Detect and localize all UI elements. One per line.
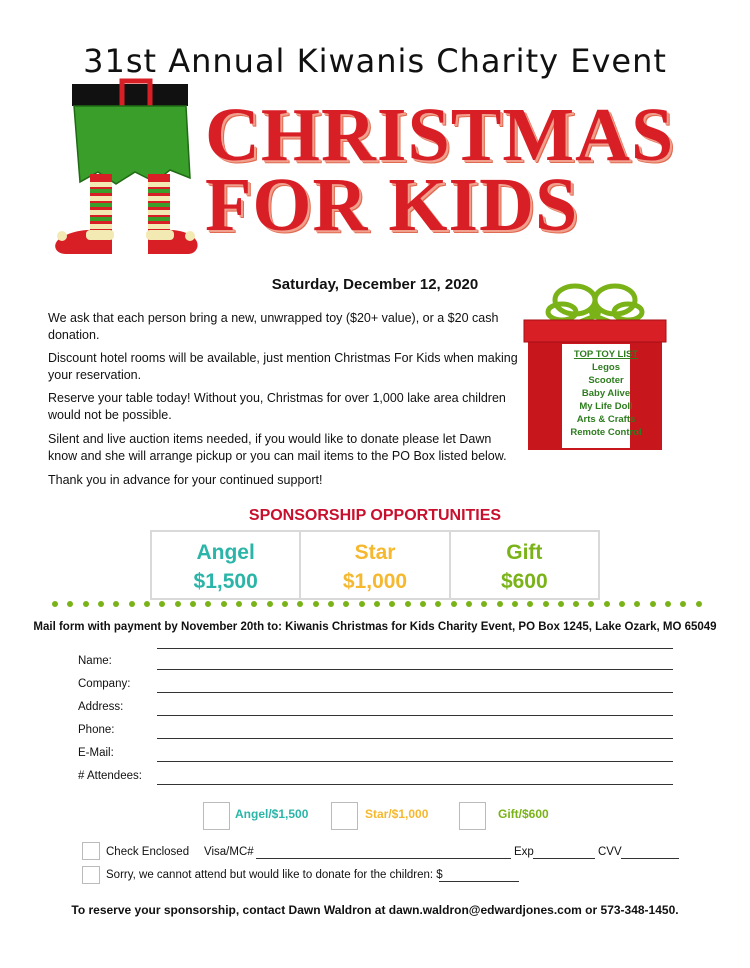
dotted-divider <box>52 601 702 611</box>
divider-dot <box>451 601 457 607</box>
divider-dot <box>359 601 365 607</box>
tier-name: Gift <box>506 541 543 564</box>
donate-checkbox[interactable] <box>82 866 100 884</box>
exp-field[interactable] <box>533 858 595 859</box>
gift-checkbox[interactable] <box>459 802 486 830</box>
divider-dot <box>527 601 533 607</box>
divider-dot <box>175 601 181 607</box>
toy-item: Arts & Crafts <box>576 414 636 425</box>
angel-option-label: Angel/$1,500 <box>235 807 309 821</box>
divider-dot <box>113 601 119 607</box>
main-title <box>205 93 705 247</box>
tier-name: Angel <box>196 541 255 564</box>
paragraph-reserve: Reserve your table today! Without you, Christmas for over 1,000 lake area children would not be possible. <box>48 391 506 422</box>
divider-dot <box>190 601 196 607</box>
divider-dot <box>313 601 319 607</box>
company-field[interactable] <box>157 692 673 693</box>
divider-dot <box>634 601 640 607</box>
event-title: 31st Annual Kiwanis Charity Event <box>83 42 667 80</box>
cvv-label: CVV <box>598 846 622 858</box>
divider-dot <box>129 601 135 607</box>
phone-field[interactable] <box>157 738 673 739</box>
sponsorship-table <box>150 530 600 600</box>
check-enclosed-label: Check Enclosed <box>106 846 190 858</box>
divider-dot <box>573 601 579 607</box>
phone-label: Phone: <box>78 724 115 736</box>
paragraph-toy: We ask that each person bring a new, unwrapped toy ($20+ value), or a $20 cash donation. <box>48 311 499 342</box>
divider-dot <box>543 601 549 607</box>
divider-dot <box>328 601 334 607</box>
top-toy-list <box>541 348 671 439</box>
event-date: Saturday, December 12, 2020 <box>271 276 479 293</box>
divider-dot <box>282 601 288 607</box>
divider-dot <box>497 601 503 607</box>
paragraph-auction: Silent and live auction items needed, if you would like to donate please let Dawn know and she will arrange pickup or you can mail items to the PO Box listed below. <box>48 432 507 463</box>
divider-dot <box>420 601 426 607</box>
divider-dot <box>83 601 89 607</box>
divider-dot <box>466 601 472 607</box>
toy-item: Baby Alive <box>581 388 631 399</box>
toy-item: Scooter <box>588 375 624 386</box>
address-label: Address: <box>78 701 124 713</box>
address-field[interactable] <box>157 715 673 716</box>
title-line-2: FOR KIDS <box>205 163 579 247</box>
divider-dot <box>221 601 227 607</box>
contact-info: To reserve your sponsorship, contact Dawn Waldron at dawn.waldron@edwardjones.com or 573-348-1450. <box>71 903 679 917</box>
email-label: E-Mail: <box>78 747 114 759</box>
tier-price: $1,000 <box>342 570 408 593</box>
tier-gift <box>451 532 598 598</box>
divider-dot <box>481 601 487 607</box>
divider-dot <box>405 601 411 607</box>
visa-label: Visa/MC# <box>204 846 254 858</box>
divider-dot <box>343 601 349 607</box>
attendees-field[interactable] <box>157 784 673 785</box>
donate-amount-field[interactable] <box>439 881 519 882</box>
email-field[interactable] <box>157 761 673 762</box>
divider-dot <box>696 601 702 607</box>
divider-dot <box>558 601 564 607</box>
elf-legs-illustration <box>50 78 200 260</box>
toy-item: Remote Control <box>570 427 642 438</box>
tier-price: $1,500 <box>193 570 258 593</box>
divider-dot <box>67 601 73 607</box>
attendees-label: # Attendees: <box>78 770 142 782</box>
toy-list-title: TOP TOY LIST <box>573 349 639 360</box>
divider-dot <box>389 601 395 607</box>
donate-label: Sorry, we cannot attend but would like to donate for the children: $ <box>106 869 443 881</box>
name-field[interactable] <box>157 669 673 670</box>
divider-dot <box>267 601 273 607</box>
check-enclosed-checkbox[interactable] <box>82 842 100 860</box>
tier-angel <box>152 532 301 598</box>
divider-dot <box>604 601 610 607</box>
tier-name: Star <box>354 541 396 564</box>
angel-checkbox[interactable] <box>203 802 230 830</box>
toy-item: Legos <box>592 362 620 373</box>
divider-dot <box>236 601 242 607</box>
title-line-1: CHRISTMAS <box>205 93 675 177</box>
divider-dot <box>159 601 165 607</box>
divider-dot <box>205 601 211 607</box>
cvv-field[interactable] <box>621 858 679 859</box>
divider-dot <box>588 601 594 607</box>
divider-dot <box>650 601 656 607</box>
divider-dot <box>374 601 380 607</box>
tier-price: $600 <box>500 570 548 593</box>
toy-item: My Life Doll <box>579 401 633 412</box>
exp-label: Exp <box>514 846 534 858</box>
star-option-label: Star/$1,000 <box>365 807 429 821</box>
divider-dot <box>680 601 686 607</box>
paragraph-thanks: Thank you in advance for your continued support! <box>48 473 323 487</box>
divider-dot <box>144 601 150 607</box>
sponsorship-heading: SPONSORSHIP OPPORTUNITIES <box>248 507 502 524</box>
mail-instructions: Mail form with payment by November 20th to: Kiwanis Christmas for Kids Charity Event, PO Box 1245, Lake Ozark, MO 65049 <box>33 621 717 633</box>
gift-option-label: Gift/$600 <box>498 807 549 821</box>
divider-dot <box>619 601 625 607</box>
paragraph-hotel: Discount hotel rooms will be available, just mention Christmas For Kids when making your reservation. <box>48 351 518 382</box>
name-label: Name: <box>78 655 112 667</box>
form-line <box>157 648 673 649</box>
divider-dot <box>297 601 303 607</box>
tier-star <box>301 532 450 598</box>
company-label: Company: <box>78 678 131 690</box>
divider-dot <box>251 601 257 607</box>
divider-dot <box>665 601 671 607</box>
star-checkbox[interactable] <box>331 802 358 830</box>
visa-field[interactable] <box>256 858 511 859</box>
divider-dot <box>435 601 441 607</box>
divider-dot <box>512 601 518 607</box>
divider-dot <box>98 601 104 607</box>
divider-dot <box>52 601 58 607</box>
